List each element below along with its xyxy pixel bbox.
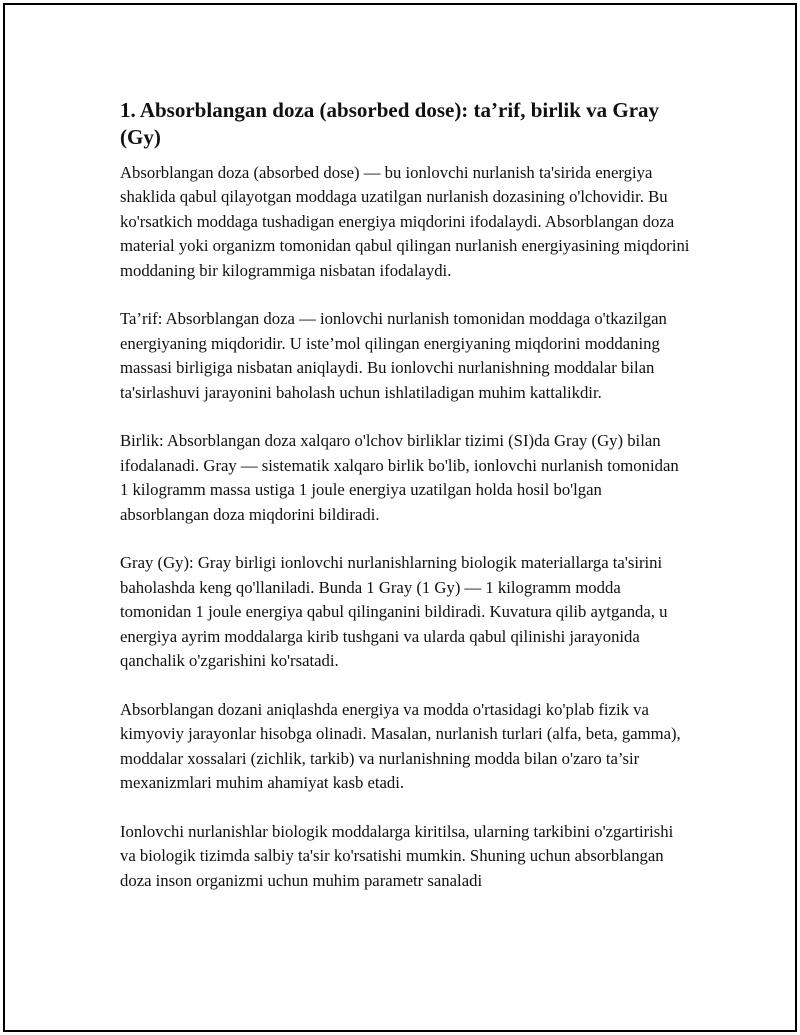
paragraph-tarif: Ta’rif: Absorblangan doza — ionlovchi nurlanish tomonidan moddaga o'tkazilgan energiyaning miqdoridir. U iste’mol qilingan energiyaning miqdorini moddaning massasi birligiga nisbatan aniqlaydi. Bu ionlovchi nurlanishning moddalar bilan ta'sirlashuvi jarayonini baholash uchun ishlatiladigan muhim kattalikdir. [120, 309, 667, 402]
section-heading: 1. Absorblangan doza (absorbed dose): ta’rif, birlik va Gray (Gy) [120, 98, 660, 149]
page-frame [3, 3, 797, 1032]
paragraph-gray: Gray (Gy): Gray birligi ionlovchi nurlanishlarning biologik materiallarga ta'sirini baholashda keng qo'llaniladi. Bunda 1 Gray (1 Gy) — 1 kilogramm modda tomonidan 1 joule energiya qabul qilinganini bildiradi. Kuvatura qilib aytganda, u energiya ayrim moddalarga kirib tushgani va ularda qabul qilinishi jarayonida qanchalik o'zgarishini ko'rsatadi. [120, 553, 668, 671]
paragraph-factors: Absorblangan dozani aniqlashda energiya va modda o'rtasidagi ko'plab fizik va kimyoviy jarayonlar hisobga olinadi. Masalan, nurlanish turlari (alfa, beta, gamma), moddalar xossalari (zichlik, tarkib) va nurlanishning modda bilan o'zaro ta’sir mexanizmlari muhim ahamiyat kasb etadi. [120, 699, 681, 793]
paragraph-birlik: Birlik: Absorblangan doza xalqaro o'lchov birliklar tizimi (SI)da Gray (Gy) bilan ifodalanadi. Gray — sistematik xalqaro birlik bo'lib, ionlovchi nurlanish tomonidan 1 kilogramm massa ustiga 1 joule energiya uzatilgan holda hosil bo'lgan absorblangan doza miqdorini bildiradi. [120, 431, 679, 524]
paragraph-definition-intro: Absorblangan doza (absorbed dose) — bu ionlovchi nurlanish ta'sirida energiya shaklida qabul qilayotgan moddaga uzatilgan nurlanish dozasining o'lchovidir. Bu ko'rsatkich moddaga tushadigan energiya miqdorini ifodalaydi. Absorblangan doza material yoki organizm tomonidan qabul qilingan nurlanish energiyasining miqdorini moddaning bir kilogrammiga nisbatan ifodalaydi. [120, 163, 690, 280]
paragraph-biological-effects: Ionlovchi nurlanishlar biologik moddalarga kiritilsa, ularning tarkibini o'zgartirishi va biologik tizimda salbiy ta'sir ko'rsatishi mumkin. Shuning uchun absorblangan doza inson organizmi uchun muhim parametr sanaladi [120, 821, 674, 890]
document-body [120, 97, 690, 918]
